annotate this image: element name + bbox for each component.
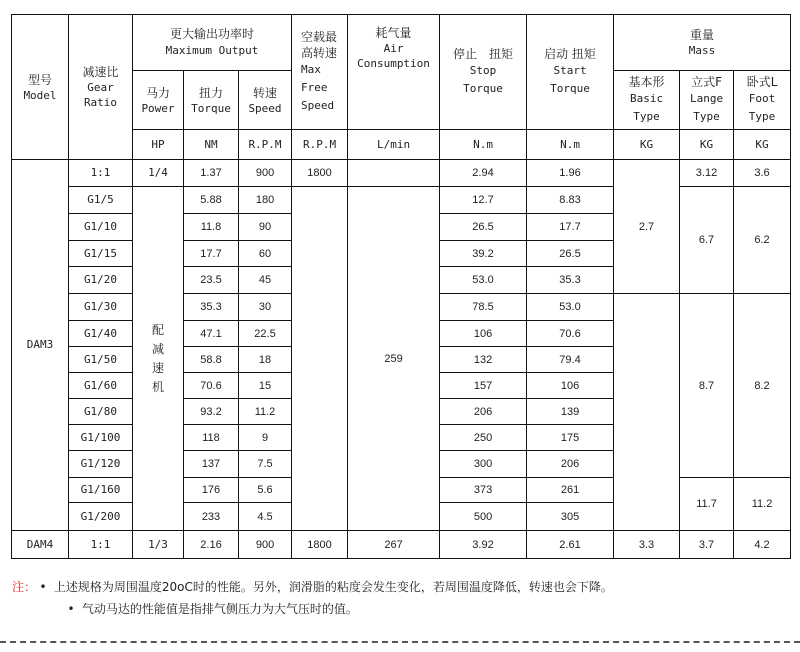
torque-cell: 1.37 [184, 160, 239, 187]
start-torque-cell: 79.4 [527, 347, 614, 373]
torque-cell: 233 [184, 503, 239, 531]
air-cell: 267 [348, 531, 440, 559]
ratio-cell: G1/40 [69, 321, 133, 347]
unit-start-torque: N.m [527, 130, 614, 160]
air-cell [348, 160, 440, 187]
unit-air: L/min [348, 130, 440, 160]
torque-cell: 70.6 [184, 373, 239, 399]
header-model: 型号 Model [12, 15, 69, 160]
speed-cell: 60 [239, 241, 292, 267]
ratio-cell: G1/50 [69, 347, 133, 373]
speed-cell: 30 [239, 294, 292, 321]
start-torque-cell: 139 [527, 399, 614, 425]
power-cell: 1/3 [133, 531, 184, 559]
stop-torque-cell: 250 [440, 425, 527, 451]
note-text: 上述规格为周围温度20oC时的性能。另外，润滑脂的粘度会发生变化，若周围温度降低，转速也会下降。 [53, 580, 613, 594]
torque-cell: 11.8 [184, 214, 239, 241]
start-torque-cell: 8.83 [527, 187, 614, 214]
unit-basic: KG [614, 130, 680, 160]
header-basic-type: 基本形 Basic Type [614, 71, 680, 130]
lange-mass-cell: 11.7 [680, 478, 734, 531]
speed-cell: 900 [239, 160, 292, 187]
free-speed-cell [292, 187, 348, 531]
lange-mass-cell: 8.7 [680, 294, 734, 478]
start-torque-cell: 17.7 [527, 214, 614, 241]
header-max-output: 更大输出功率时 Maximum Output [133, 15, 292, 71]
torque-cell: 2.16 [184, 531, 239, 559]
foot-mass-cell: 4.2 [734, 531, 791, 559]
basic-mass-cell: 3.3 [614, 531, 680, 559]
start-torque-cell: 2.61 [527, 531, 614, 559]
lange-mass-cell: 6.7 [680, 187, 734, 294]
unit-power: HP [133, 130, 184, 160]
stop-torque-cell: 12.7 [440, 187, 527, 214]
stop-torque-cell: 78.5 [440, 294, 527, 321]
note-text: 气动马达的性能值是指排气侧压力为大气压时的值。 [81, 602, 358, 616]
ratio-cell: G1/120 [69, 451, 133, 478]
free-speed-cell: 1800 [292, 160, 348, 187]
bullet-icon: • [39, 580, 47, 594]
unit-speed: R.P.M [239, 130, 292, 160]
ratio-cell: G1/60 [69, 373, 133, 399]
ratio-cell: G1/10 [69, 214, 133, 241]
foot-mass-cell: 8.2 [734, 294, 791, 478]
speed-cell: 45 [239, 267, 292, 294]
speed-cell: 18 [239, 347, 292, 373]
torque-cell: 5.88 [184, 187, 239, 214]
torque-cell: 17.7 [184, 241, 239, 267]
ratio-cell: G1/15 [69, 241, 133, 267]
unit-stop-torque: N.m [440, 130, 527, 160]
torque-cell: 118 [184, 425, 239, 451]
torque-cell: 137 [184, 451, 239, 478]
reducer-label-cell: 配减速机 [133, 187, 184, 531]
ratio-cell: G1/80 [69, 399, 133, 425]
torque-cell: 47.1 [184, 321, 239, 347]
start-torque-cell: 26.5 [527, 241, 614, 267]
lange-mass-cell: 3.7 [680, 531, 734, 559]
note-item [12, 598, 613, 620]
torque-cell: 23.5 [184, 267, 239, 294]
unit-lange: KG [680, 130, 734, 160]
speed-cell: 180 [239, 187, 292, 214]
foot-mass-cell: 11.2 [734, 478, 791, 531]
stop-torque-cell: 106 [440, 321, 527, 347]
ratio-cell: G1/160 [69, 478, 133, 503]
header-lange-type: 立式F Lange Type [680, 71, 734, 130]
unit-torque: NM [184, 130, 239, 160]
start-torque-cell: 53.0 [527, 294, 614, 321]
start-torque-cell: 305 [527, 503, 614, 531]
stop-torque-cell: 3.92 [440, 531, 527, 559]
speed-cell: 22.5 [239, 321, 292, 347]
ratio-cell: G1/20 [69, 267, 133, 294]
unit-free-speed: R.P.M [292, 130, 348, 160]
start-torque-cell: 261 [527, 478, 614, 503]
stop-torque-cell: 132 [440, 347, 527, 373]
notes-section [12, 576, 613, 620]
unit-foot: KG [734, 130, 791, 160]
torque-cell: 35.3 [184, 294, 239, 321]
start-torque-cell: 106 [527, 373, 614, 399]
torque-cell: 58.8 [184, 347, 239, 373]
speed-cell: 7.5 [239, 451, 292, 478]
power-cell: 1/4 [133, 160, 184, 187]
header-mass: 重量 Mass [614, 15, 791, 71]
dashed-divider [0, 641, 800, 643]
air-cell: 259 [348, 187, 440, 531]
start-torque-cell: 70.6 [527, 321, 614, 347]
header-start-torque: 启动 扭矩 Start Torque [527, 15, 614, 130]
header-stop-torque: 停止 扭矩 Stop Torque [440, 15, 527, 130]
start-torque-cell: 206 [527, 451, 614, 478]
speed-cell: 15 [239, 373, 292, 399]
lange-mass-cell: 3.12 [680, 160, 734, 187]
speed-cell: 900 [239, 531, 292, 559]
stop-torque-cell: 53.0 [440, 267, 527, 294]
note-item [12, 576, 613, 598]
basic-mass-cell: 2.7 [614, 160, 680, 294]
header-power: 马力 Power [133, 71, 184, 130]
spec-table [11, 14, 791, 559]
ratio-cell: 1:1 [69, 160, 133, 187]
table-row [12, 160, 791, 187]
stop-torque-cell: 26.5 [440, 214, 527, 241]
start-torque-cell: 1.96 [527, 160, 614, 187]
stop-torque-cell: 500 [440, 503, 527, 531]
header-foot-type: 卧式L Foot Type [734, 71, 791, 130]
ratio-cell: G1/30 [69, 294, 133, 321]
speed-cell: 11.2 [239, 399, 292, 425]
header-gear-ratio: 减速比 Gear Ratio [69, 15, 133, 160]
stop-torque-cell: 157 [440, 373, 527, 399]
torque-cell: 176 [184, 478, 239, 503]
header-max-free-speed: 空载最 高转速 Max Free Speed [292, 15, 348, 130]
stop-torque-cell: 206 [440, 399, 527, 425]
foot-mass-cell: 6.2 [734, 187, 791, 294]
note-label: 注： [12, 580, 37, 594]
ratio-cell: G1/100 [69, 425, 133, 451]
model-cell: DAM3 [12, 160, 69, 531]
ratio-cell: G1/5 [69, 187, 133, 214]
stop-torque-cell: 39.2 [440, 241, 527, 267]
header-torque: 扭力 Torque [184, 71, 239, 130]
speed-cell: 5.6 [239, 478, 292, 503]
header-air-consumption: 耗气量 Air Consumption [348, 15, 440, 130]
start-torque-cell: 175 [527, 425, 614, 451]
model-cell: DAM4 [12, 531, 69, 559]
basic-mass-cell [614, 294, 680, 531]
ratio-cell: G1/200 [69, 503, 133, 531]
foot-mass-cell: 3.6 [734, 160, 791, 187]
torque-cell: 93.2 [184, 399, 239, 425]
bullet-icon: • [67, 602, 75, 616]
table-row [12, 531, 791, 559]
stop-torque-cell: 2.94 [440, 160, 527, 187]
stop-torque-cell: 300 [440, 451, 527, 478]
header-speed: 转速 Speed [239, 71, 292, 130]
start-torque-cell: 35.3 [527, 267, 614, 294]
ratio-cell: 1:1 [69, 531, 133, 559]
speed-cell: 90 [239, 214, 292, 241]
speed-cell: 4.5 [239, 503, 292, 531]
speed-cell: 9 [239, 425, 292, 451]
stop-torque-cell: 373 [440, 478, 527, 503]
free-speed-cell: 1800 [292, 531, 348, 559]
